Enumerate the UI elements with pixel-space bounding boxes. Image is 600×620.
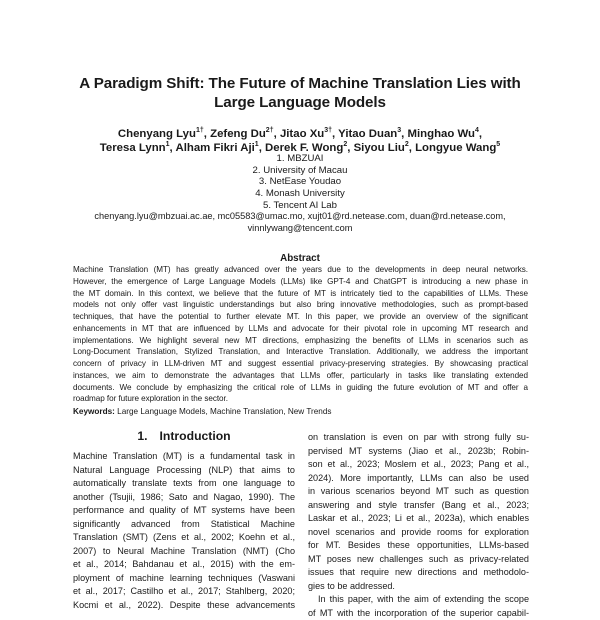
author-line: Chenyang Lyu$^{1\dagger}$, Zefeng $Du^{2\dagger}$, Jitao $Xu^{3\dagger}$, Yitao Duan$^3$, Minghao Wu$^4$, <box>60 127 540 141</box>
affiliation: 4. Monash University <box>60 188 540 200</box>
abstract-line: However, the emergence of Large Language Models (LLMs) like GPT-4 and ChatGPT is introducing a new phase in <box>73 276 528 288</box>
abstract-line: Long-Document Translation, Stylized Translation, and Interactive Translation. Additionally, we address the important <box>73 346 528 358</box>
body-line: of MT with the incorporation of the superior capabil- <box>308 607 529 620</box>
abstract-body <box>73 264 528 405</box>
body-line: MT poses new challenges such as privacy-related <box>308 553 529 567</box>
abstract-line: enhancements in MT that are influenced by LLMs and advocate for their pivotal role in upcoming MT research and <box>73 323 528 335</box>
body-line: novel scenarios and provide rooms for exploration <box>308 526 529 540</box>
keywords-text: Large Language Models, Machine Translation, New Trends <box>117 407 331 416</box>
body-line: automatically translate texts from one language to <box>73 477 295 491</box>
abstract-line: techniques, that have the potential to further elevate MT. In this paper, we provide an overview of the significant <box>73 311 528 323</box>
abstract-line: concern of privacy in LLM-driven MT and suggest essential privacy-preserving strategies. By showcasing practical <box>73 358 528 370</box>
body-line: Natural Language Processing (NLP) that aims to <box>73 464 295 478</box>
body-line: another (Tsujii, 1986; Sato and Nagao, 1990). The <box>73 491 295 505</box>
body-line: answering and style transfer (Bang et al., 2023; <box>308 499 529 513</box>
abstract-line: roadmap for future exploration in the sector. <box>73 393 528 405</box>
abstract-line: the MT domain. In this context, we believe that the future of MT is intricately tied to the capabilities of LLMs. These <box>73 288 528 300</box>
right-column <box>308 431 529 620</box>
abstract-line: implementations. We highlight several new MT directions, emphasizing the benefits of LLMs in scenarios such as <box>73 335 528 347</box>
body-line: for MT. Besides these opportunities, LLMs-based <box>308 539 529 553</box>
body-line: on translation is even on par with strong fully su- <box>308 431 529 445</box>
email-line: vinnlywang@tencent.com <box>60 223 540 235</box>
author: Siyou Liu$^2$ <box>354 142 409 154</box>
body-line: 2007) to Neural Machine Translation (NMT) (Cho <box>73 545 295 559</box>
body-line: issues that require new directions and methodolo- <box>308 566 529 580</box>
abstract-heading: Abstract <box>60 253 540 264</box>
author: Teresa Lynn$^1$ <box>100 142 170 154</box>
body-line: Laskar et al., 2023; Li et al., 2023a), which enables <box>308 512 529 526</box>
author: Longyue Wang$^5$ <box>415 142 500 154</box>
author: Alham Fikri Aji$^1$ <box>175 142 258 154</box>
title-line: Large Language Models <box>60 93 540 112</box>
abstract-line: Machine Translation (MT) has greatly advanced over the years due to the developments in deep neural networks. <box>73 264 528 276</box>
abstract-line: models not only offer vast linguistic understandings but also bring innovative methodologies, such as prompt-based <box>73 299 528 311</box>
section-number: 1. <box>137 429 147 443</box>
keywords <box>73 407 528 416</box>
affiliation: 5. Tencent AI Lab <box>60 200 540 212</box>
abstract-line: documents. We conclude by emphasizing the critical role of LLMs in guiding the future evolution of MT and offer a <box>73 382 528 394</box>
author: Chenyang Lyu$^{1\dagger}$ <box>118 128 204 140</box>
body-line: 2024). More importantly, LLMs can also be used <box>308 472 529 486</box>
body-line: gies to be addressed. <box>308 580 529 594</box>
author: Minghao Wu$^4$ <box>408 128 479 140</box>
body-line: Machine Translation (MT) is a fundamental task in <box>73 450 295 464</box>
author-list <box>60 127 540 155</box>
email-list <box>60 211 540 234</box>
author: Derek F. Wong$^2$ <box>265 142 347 154</box>
author-line: Teresa Lynn$^1$, Alham Fikri Aji$^1$, Derek F. Wong$^2$, Siyou Liu$^2$, Longyue Wang$^5$ <box>60 141 540 155</box>
title-line: A Paradigm Shift: The Future of Machine Translation Lies with <box>60 74 540 93</box>
body-line: Kocmi et al., 2022). Despite these advancements <box>73 599 295 613</box>
author: Zefeng $Du^{2\dagger}$ <box>210 128 273 140</box>
paper-title <box>60 74 540 112</box>
affiliation: 2. University of Macau <box>60 165 540 177</box>
body-line: significantly advanced from Statistical Machine <box>73 518 295 532</box>
body-line: pervised MT systems (Jiao et al., 2023b; Robin- <box>308 445 529 459</box>
affiliation: 1. MBZUAI <box>60 153 540 165</box>
body-line: son et al., 2023; Moslem et al., 2023; Pang et al., <box>308 458 529 472</box>
body-line: ployment of machine learning techniques (Vaswani <box>73 572 295 586</box>
body-line: performance and quality of MT systems have been <box>73 504 295 518</box>
body-line: et al., 2017; Castilho et al., 2017; Stahlberg, 2020; <box>73 585 295 599</box>
body-line: et al., 2014; Bahdanau et al., 2015) with the em- <box>73 558 295 572</box>
abstract-line: instances, we aim to demonstrate the advantages that LLMs offer, particularly in tasks like translating extended <box>73 370 528 382</box>
left-column <box>73 450 295 612</box>
author: Jitao $Xu^{3\dagger}$ <box>280 128 332 140</box>
section-title: Introduction <box>160 429 231 443</box>
body-line: In this paper, with the aim of extending the scope <box>308 593 529 607</box>
keywords-label: Keywords: <box>73 407 115 416</box>
section-heading <box>73 429 295 443</box>
affiliation-list <box>60 153 540 212</box>
author: Yitao Duan$^3$ <box>338 128 401 140</box>
body-line: Translation (SMT) (Zens et al., 2002; Koehn et al., <box>73 531 295 545</box>
body-line: in various scenarios beyond MT such as question <box>308 485 529 499</box>
affiliation: 3. NetEase Youdao <box>60 176 540 188</box>
email-line: chenyang.lyu@mbzuai.ac.ae, mc05583@umac.mo, xujt01@rd.netease.com, duan@rd.netease.com, <box>60 211 540 223</box>
